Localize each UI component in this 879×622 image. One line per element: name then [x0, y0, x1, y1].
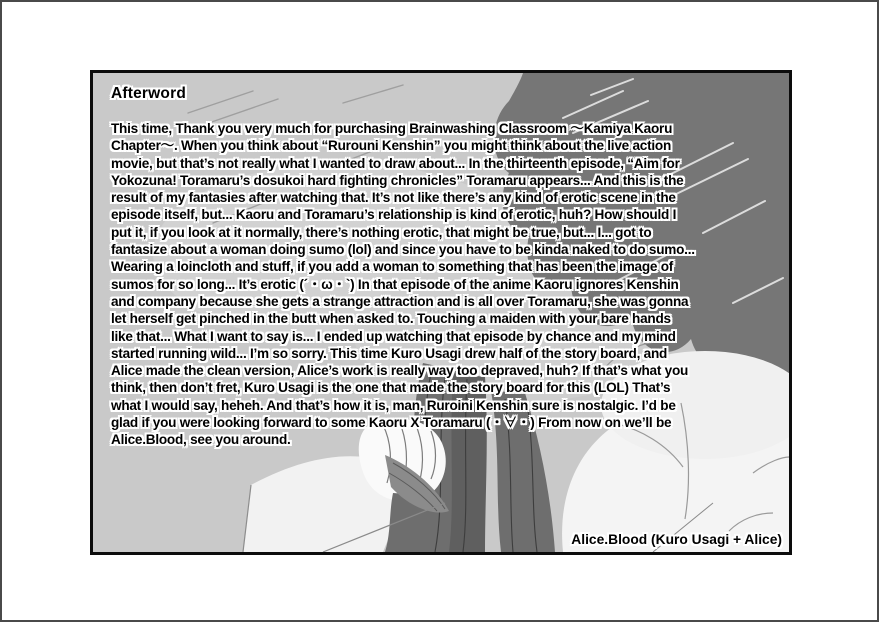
afterword-body	[111, 120, 775, 449]
body-line: Chapter～. When you think about “Rurouni Kenshin” you might think about the live action	[111, 138, 672, 154]
body-line: Alice made the clean version, Alice’s work is really way too depraved, huh? If that’s what you	[111, 363, 689, 379]
credit-signature: Alice.Blood (Kuro Usagi + Alice)	[571, 532, 782, 547]
body-line: think, then don’t fret, Kuro Usagi is the one that made the story board for this (LOL) That’s	[111, 380, 671, 396]
body-line: movie, but that’s not really what I wanted to draw about... In the thirteenth episode, “Aim for	[111, 155, 680, 171]
body-line: like that... What I want to say is... I ended up watching that episode by chance and my mind	[111, 328, 676, 344]
body-line: Wearing a loincloth and stuff, if you add a woman to something that has been the image of	[111, 259, 674, 275]
body-line: Yokozuna! Toramaru’s dosukoi hard fighting chronicles” Toramaru appears... And this is the	[111, 172, 684, 188]
body-line: Alice.Blood, see you around.	[111, 432, 291, 448]
body-line: result of my fantasies after watching that. It’s not like there’s any kind of erotic scene in the	[111, 190, 676, 206]
body-line: episode itself, but... Kaoru and Toramaru’s relationship is kind of erotic, huh? How should I	[111, 207, 677, 223]
body-line: and company because she gets a strange attraction and is all over Toramaru, she was gonna	[111, 293, 689, 309]
body-line: glad if you were looking forward to some Kaoru X Toramaru (・∀・) From now on we’ll be	[111, 415, 672, 431]
body-line: put it, if you look at it normally, there’s nothing erotic, that might be true, but... I... got to	[111, 224, 652, 240]
afterword-text-layer	[93, 73, 789, 552]
afterword-heading: Afterword	[111, 85, 186, 102]
body-line: let herself get pinched in the butt when asked to. Touching a maiden with your bare hands	[111, 311, 671, 327]
body-line: started running wild... I’m so sorry. This time Kuro Usagi drew half of the story board, and	[111, 345, 668, 361]
body-line: what I would say, heheh. And that’s how it is, man, Ruroini Kenshin sure is nostalgic. I’d be	[111, 397, 676, 413]
body-line: sumos for so long... It’s erotic (´・ω・`) In that episode of the anime Kaoru ignores Kenshin	[111, 276, 679, 292]
afterword-panel	[90, 70, 792, 555]
body-line: This time, Thank you very much for purchasing Brainwashing Classroom ～Kamiya Kaoru	[111, 121, 673, 136]
body-line: fantasize about a woman doing sumo (lol) and since you have to be kinda naked to do sumo...	[111, 242, 695, 258]
